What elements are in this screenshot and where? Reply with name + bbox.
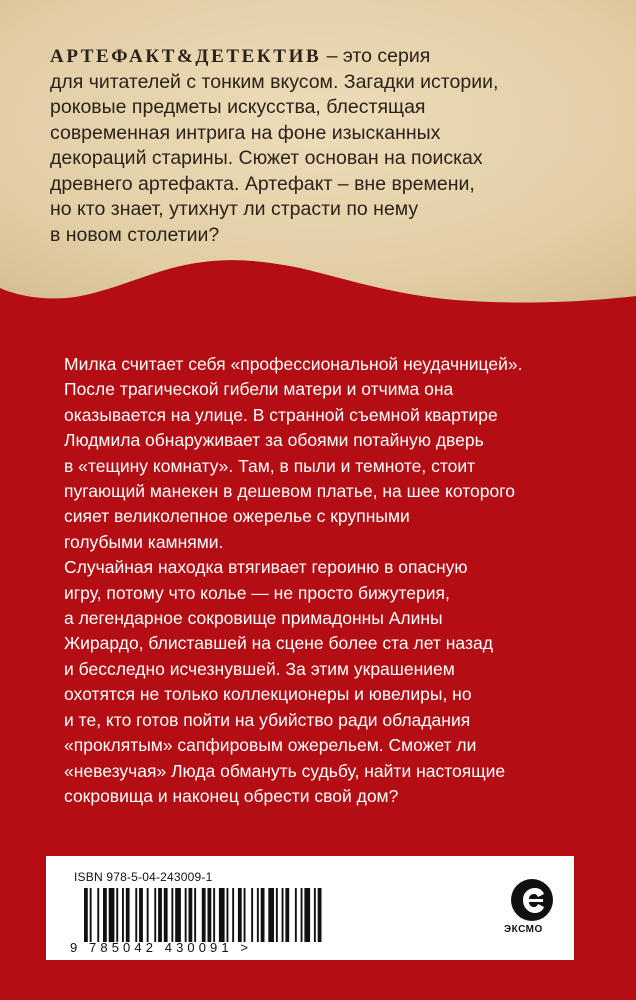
description-line: оказывается на улице. В странной съемной квартире (64, 404, 498, 425)
description-line: «проклятым» сапфировым ожерельем. Сможет ли (64, 735, 477, 756)
barcode-bars (84, 888, 494, 942)
barcode-bar (244, 888, 246, 942)
series-line: декораций старины. Сюжет основан на поисках (50, 147, 483, 169)
barcode-bar (304, 888, 310, 942)
isbn-number: ISBN 978-5-04-243009-1 (74, 870, 213, 884)
description-line: в «тещину комнату». Там, в пыли и темноте, стоит (64, 455, 476, 476)
description-line: Людмила обнаруживает за обоями потайную дверь (64, 430, 484, 451)
barcode-bar (261, 888, 265, 942)
description-line: сияет великолепное ожерелье с крупными (64, 506, 410, 527)
barcode-bar (251, 888, 253, 942)
series-line: древнего артефакта. Артефакт – вне времени, (50, 172, 475, 195)
description-line: а легендарное сокровище примадонны Алины (64, 608, 443, 629)
barcode-bar (189, 888, 193, 942)
description-line: игру, потому что колье — не просто бижутерия, (64, 582, 450, 603)
barcode-bar (122, 888, 124, 942)
barcode-bar (175, 888, 181, 942)
barcode-bar (257, 888, 259, 942)
barcode-bar (158, 888, 162, 942)
series-line-1 (50, 44, 610, 70)
barcode-bar (301, 888, 303, 942)
description-line: пугающий манекен в дешевом платье, на шее которого (64, 481, 515, 502)
barcode-bar (295, 888, 297, 942)
description-paragraph-2 (64, 555, 584, 809)
description-line: После трагической гибели матери и отчима она (64, 379, 454, 400)
description-line: Случайная находка втягивает героиню в опасную (64, 557, 468, 578)
series-name: АРТЕФАКТ&ДЕТЕКТИВ (50, 46, 322, 67)
description-paragraph-1 (64, 352, 584, 555)
barcode-bar (202, 888, 206, 942)
barcode-bar (314, 888, 316, 942)
barcode-bar (171, 888, 173, 942)
description-line: Милка считает себя «профессиональной неудачницей». (64, 354, 523, 374)
description-line: охотятся не только коллекционеры и ювелиры, но (64, 684, 472, 705)
barcode-bar (147, 888, 149, 942)
description-line: Жирардо, блиставшей на сцене более ста лет назад (64, 633, 493, 654)
barcode-panel (46, 856, 574, 960)
barcode-bar (285, 888, 289, 942)
series-line: но кто знает, утихнут ли страсти по нему (50, 198, 419, 220)
barcode-bar (282, 888, 284, 942)
description-line: и бесследно исчезнувшей. За этим украшением (64, 658, 455, 679)
barcode-bar (90, 888, 92, 942)
barcode-bar (139, 888, 143, 942)
barcode-bar (276, 888, 278, 942)
description-line: голубыми камнями. (64, 531, 224, 552)
series-line-1-rest: – это серия (321, 45, 431, 67)
barcode-bar (238, 888, 242, 942)
publisher-name: ЭКСМО (504, 924, 543, 935)
barcode-bar (126, 888, 130, 942)
description-line: «невезучая» Люда обмануть судьбу, найти настоящие (64, 760, 506, 781)
barcode-bar (109, 888, 115, 942)
publisher-logo-icon (510, 878, 554, 922)
barcode-bar (194, 888, 196, 942)
description-line: сокровища и наконец обрести свой дом? (64, 785, 399, 806)
description-line: и те, кто готов пойти на убийство ради обладания (64, 709, 471, 730)
barcode-bar (164, 888, 168, 942)
barcode-bar (116, 888, 118, 942)
barcode-bar (185, 888, 187, 942)
series-description (50, 44, 610, 248)
book-description (64, 352, 584, 809)
barcode-bar (227, 888, 229, 942)
barcode-bar (219, 888, 225, 942)
barcode-bar (154, 888, 156, 942)
barcode-bar (318, 888, 322, 942)
series-line: для читателей с тонким вкусом. Загадки истории, (50, 70, 499, 93)
barcode-bar (213, 888, 215, 942)
barcode-bar (268, 888, 274, 942)
series-line: в новом столетии? (50, 223, 220, 246)
barcode-bar (135, 888, 137, 942)
series-line: современная интрига на фоне изысканных (50, 121, 441, 144)
barcode-bar (232, 888, 234, 942)
barcode-bar (208, 888, 212, 942)
barcode-bar (103, 888, 107, 942)
barcode-digits: 9 785042 430091 > (70, 940, 253, 955)
barcode-bar (97, 888, 99, 942)
barcode-bar (84, 888, 88, 942)
series-line: роковые предметы искусства, блестящая (50, 96, 426, 118)
